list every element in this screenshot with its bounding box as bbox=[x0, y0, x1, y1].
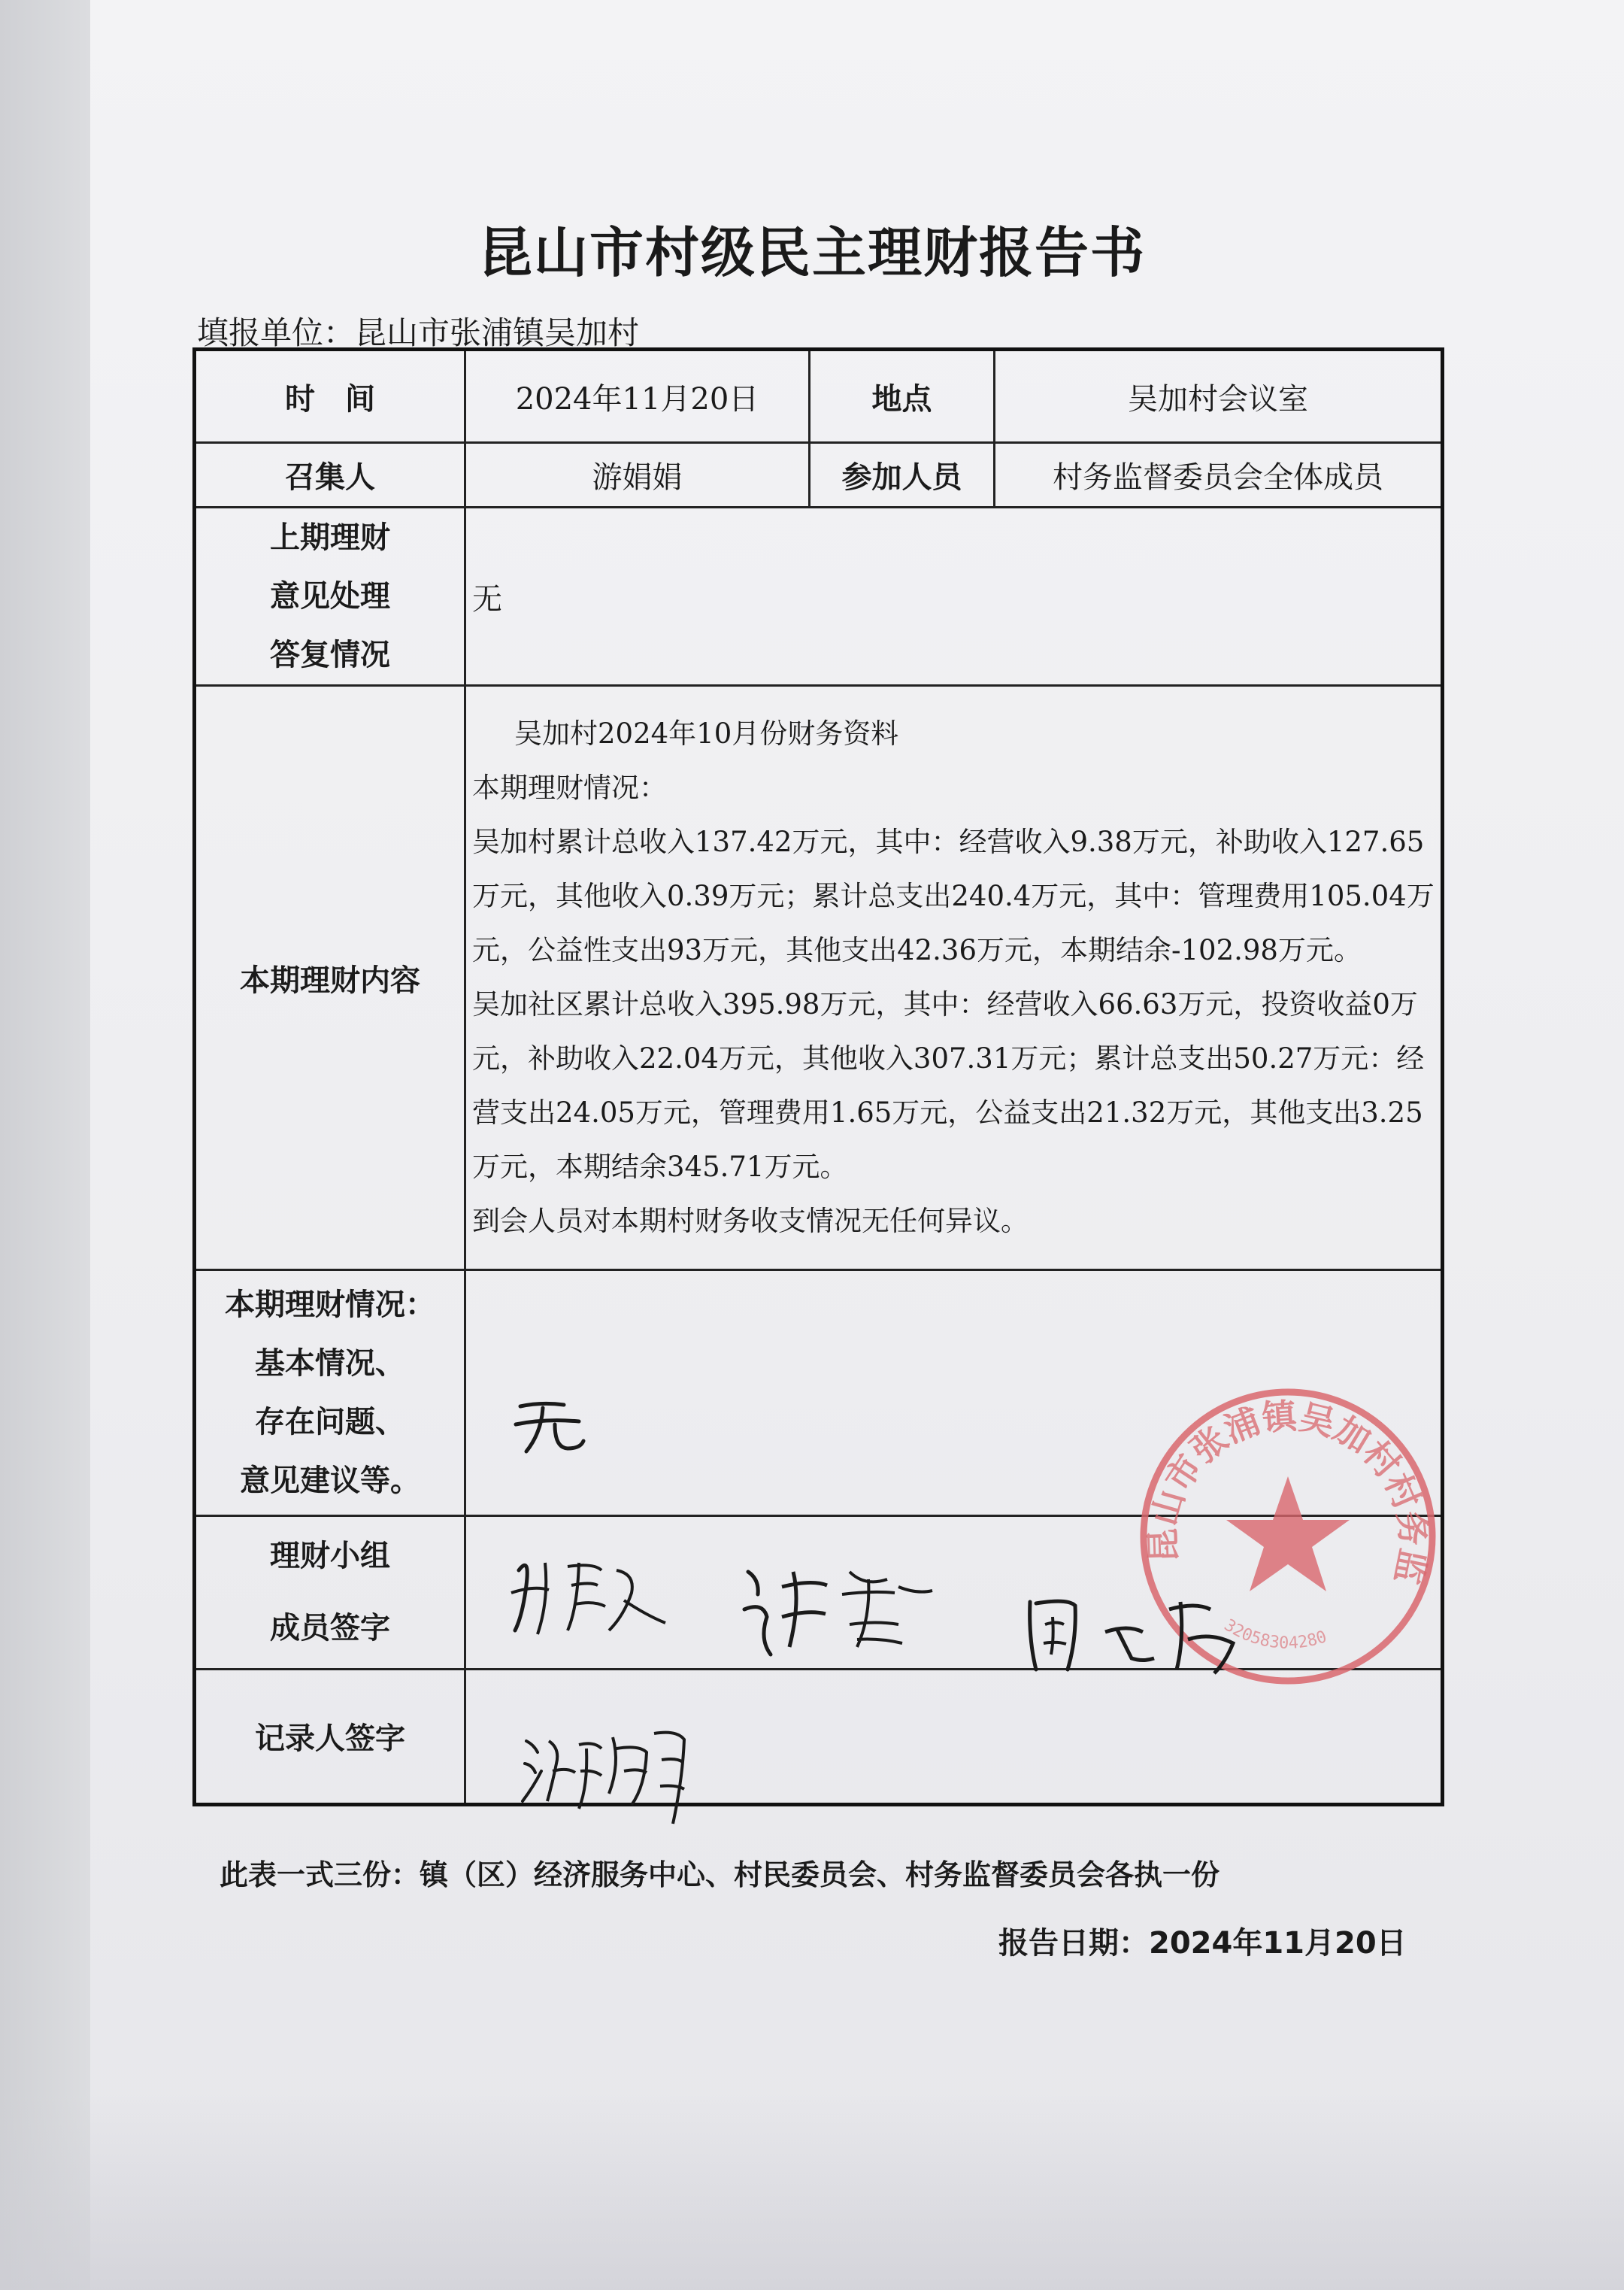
situation-label-line: 存在问题、 bbox=[255, 1404, 405, 1439]
report-date: 报告日期：2024年11月20日 bbox=[998, 1926, 1407, 1961]
seal-text: 昆山市张浦镇吴加村村务监 bbox=[1142, 1395, 1435, 1588]
previous-label-line: 答复情况 bbox=[270, 638, 390, 673]
signature-member-1 bbox=[504, 1540, 677, 1656]
time-label: 时 间 bbox=[195, 350, 465, 443]
seal-code: 32058304280 bbox=[1220, 1615, 1329, 1653]
time-value: 2024年11月20日 bbox=[465, 350, 810, 443]
group-label bbox=[195, 1515, 465, 1669]
previous-label-line: 意见处理 bbox=[270, 579, 390, 614]
place-label: 地点 bbox=[810, 350, 995, 443]
signature-member-3 bbox=[1023, 1587, 1248, 1688]
situation-handwritten-value bbox=[511, 1391, 594, 1462]
reporting-unit-label: 填报单位： bbox=[197, 314, 356, 351]
attendees-label: 参加人员 bbox=[810, 443, 995, 508]
group-label-line: 成员签字 bbox=[270, 1611, 390, 1646]
situation-label-line: 本期理财情况： bbox=[225, 1287, 435, 1322]
table-row-previous bbox=[195, 508, 1443, 686]
footer-note: 此表一式三份：镇（区）经济服务中心、村民委员会、村务监督委员会各执一份 bbox=[220, 1858, 1220, 1891]
document-title: 昆山市村级民主理财报告书 bbox=[477, 221, 1146, 284]
reporting-unit-value: 昆山市张浦镇吴加村 bbox=[355, 314, 640, 351]
previous-opinion-value: 无 bbox=[465, 508, 1443, 686]
table-row-content bbox=[195, 686, 1443, 1270]
group-label-line: 理财小组 bbox=[270, 1539, 390, 1574]
previous-opinion-label bbox=[195, 508, 465, 686]
previous-label-line: 上期理财 bbox=[270, 520, 390, 556]
bottom-shadow bbox=[0, 2094, 1624, 2290]
situation-label bbox=[195, 1270, 465, 1515]
signature-member-2 bbox=[737, 1549, 940, 1673]
situation-label-line: 意见建议等。 bbox=[240, 1463, 420, 1498]
recorder-label: 记录人签字 bbox=[195, 1669, 465, 1804]
situation-label-line: 基本情况、 bbox=[255, 1345, 405, 1381]
content-label: 本期理财内容 bbox=[195, 686, 465, 1270]
content-village: 吴加村累计总收入137.42万元，其中：经营收入9.38万元，补助收入127.65万元，其他收入0.39万元；累计总支出240.4万元，其中：管理费用105.04万元，公益性支出93万元，其他支出42.36万元，本期结余-102.98万元。 bbox=[472, 826, 1435, 967]
table-row-time bbox=[195, 350, 1443, 443]
page-shadow bbox=[0, 0, 90, 2290]
content-intro: 本期理财情况： bbox=[472, 772, 667, 805]
content-heading: 吴加村2024年10月份财务资料 bbox=[514, 717, 899, 751]
content-value bbox=[465, 686, 1443, 1270]
attendees-value: 村务监督委员会全体成员 bbox=[995, 443, 1443, 508]
content-conclusion: 到会人员对本期村财务收支情况无任何异议。 bbox=[472, 1205, 1029, 1238]
convener-value: 游娟娟 bbox=[465, 443, 810, 508]
convener-label: 召集人 bbox=[195, 443, 465, 508]
signature-recorder bbox=[519, 1718, 692, 1834]
table-row-convener bbox=[195, 443, 1443, 508]
reporting-unit bbox=[197, 308, 639, 353]
place-value: 吴加村会议室 bbox=[995, 350, 1443, 443]
seal-star-icon bbox=[1226, 1476, 1350, 1591]
content-community: 吴加社区累计总收入395.98万元，其中：经营收入66.63万元，投资收益0万元，补助收入22.04万元，其他收入307.31万元；累计总支出50.27万元：经营支出24.05万元，管理费用1.65万元，公益支出21.32万元，其他支出3.25万元，本期结余345.71万元。 bbox=[472, 988, 1425, 1184]
